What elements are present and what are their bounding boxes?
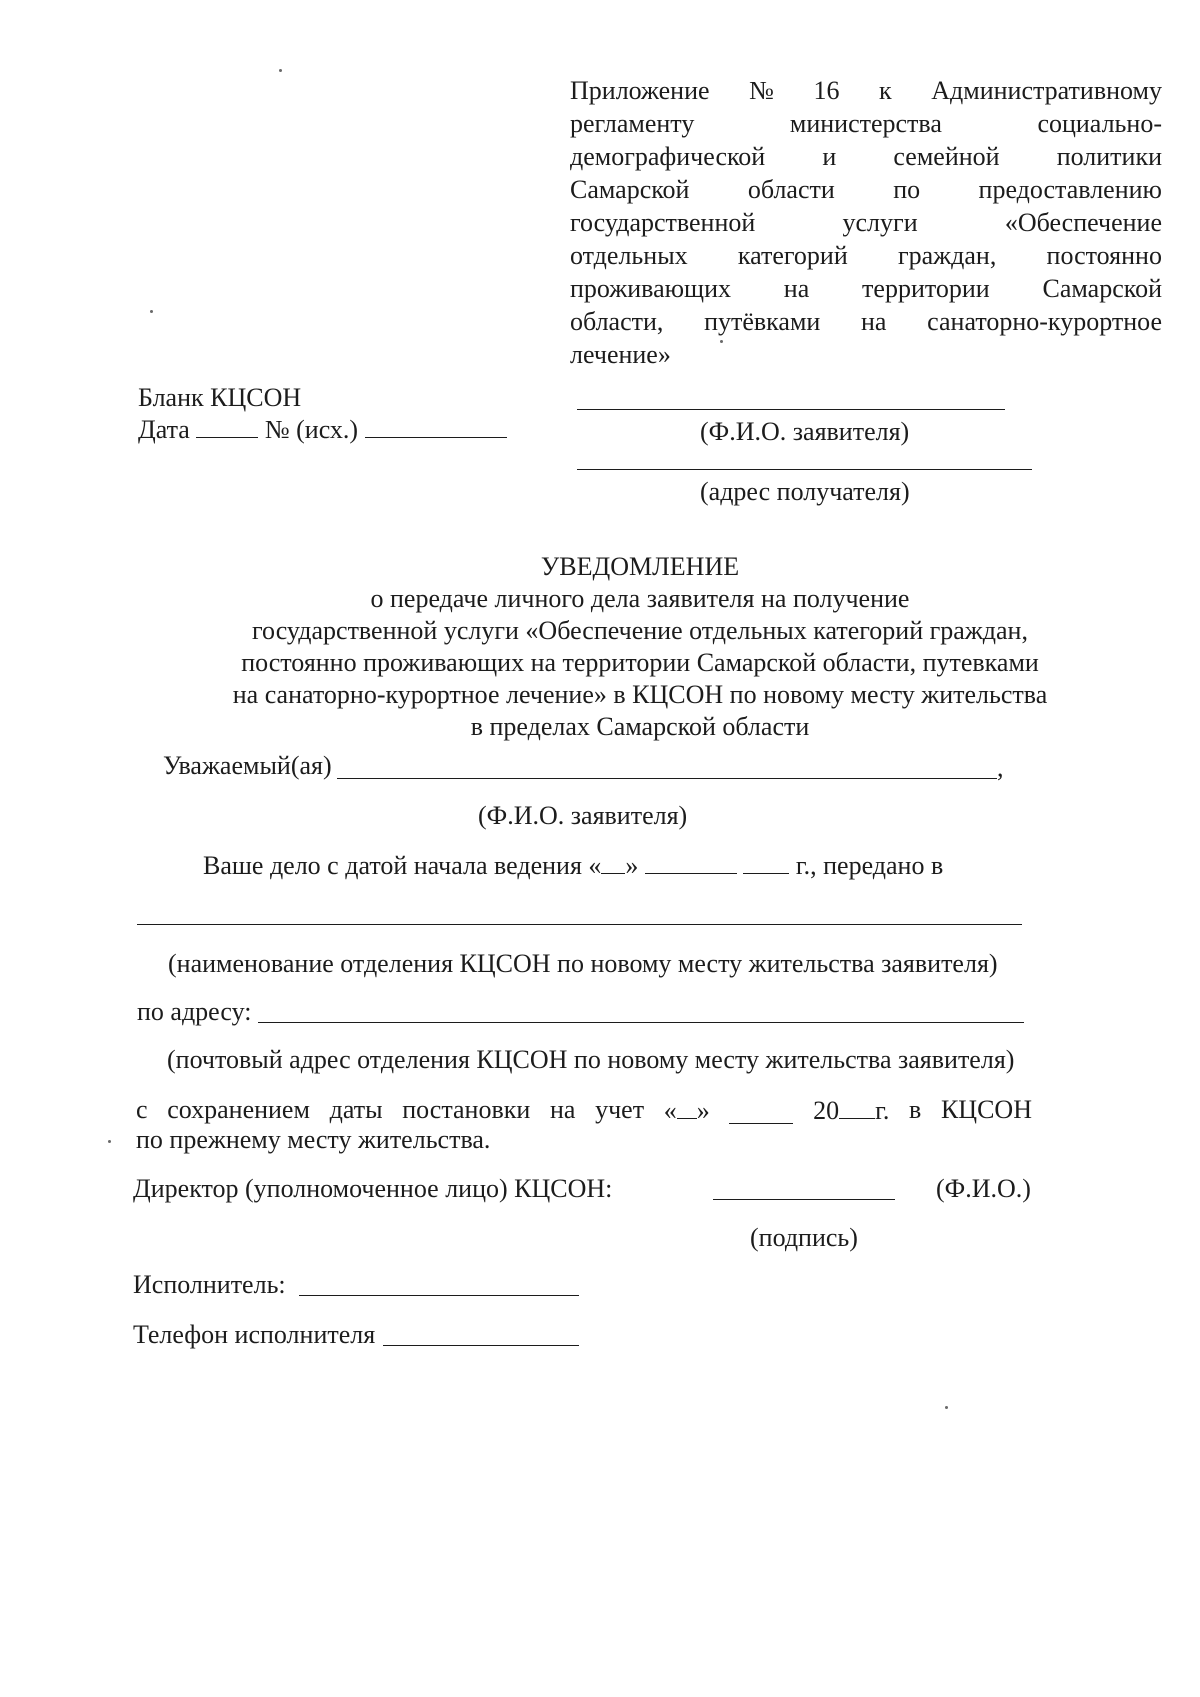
appendix-word: семейной [893, 142, 1000, 171]
scan-speck [108, 1140, 111, 1143]
appendix-line [570, 305, 1162, 338]
case-text-start: Ваше дело с датой начала ведения « [203, 851, 602, 880]
case-transfer-line [203, 849, 943, 882]
retention-org: КЦСОН [940, 1095, 1032, 1124]
appendix-word: предоставлению [978, 175, 1162, 204]
director-signature-field[interactable] [713, 1199, 895, 1200]
salutation-fio-caption: (Ф.И.О. заявителя) [478, 801, 688, 830]
appendix-line [570, 338, 1162, 371]
year-prefix: 20 [813, 1096, 840, 1125]
appendix-word: услуги [842, 208, 918, 237]
director-fio-label: (Ф.И.О.) [936, 1174, 1031, 1203]
outgoing-number-field[interactable] [365, 413, 507, 438]
date-field[interactable] [196, 413, 258, 438]
appendix-word: на [861, 307, 887, 336]
recipient-address-field[interactable] [577, 469, 1032, 470]
department-name-field[interactable] [137, 924, 1022, 925]
appendix-line [570, 107, 1162, 140]
applicant-fio-field[interactable] [577, 409, 1005, 410]
case-quote-close: » [625, 851, 639, 880]
appendix-word: на [783, 274, 810, 303]
appendix-word: и [822, 142, 837, 171]
signature-caption: (подпись) [750, 1223, 858, 1252]
appendix-line [570, 206, 1162, 239]
appendix-line [570, 239, 1162, 272]
retention-word: даты [329, 1095, 383, 1124]
notice-subtitle-line: на санаторно-курортное лечение» в КЦСОН по новому месту жительства [232, 680, 1048, 709]
retention-word: на [549, 1095, 576, 1124]
appendix-word: путёвками [704, 307, 821, 336]
salutation-label: Уважаемый(ая) [163, 751, 332, 780]
appendix-line [570, 272, 1162, 305]
date-label: Дата [138, 415, 190, 444]
notice-title [60, 551, 1200, 743]
year-suffix: г. [875, 1096, 890, 1125]
notice-subtitle-line: в пределах Самарской области [470, 712, 810, 741]
appendix-note [570, 74, 1162, 371]
executor-label: Исполнитель: [133, 1270, 286, 1299]
appendix-word: санаторно-курортное [927, 307, 1162, 336]
appendix-line [570, 173, 1162, 206]
appendix-word: области, [570, 307, 664, 336]
appendix-word: 16 [813, 76, 840, 105]
blank-label: Бланк КЦСОН [138, 383, 302, 412]
retention-in: в [909, 1095, 922, 1124]
salutation-comma: , [997, 753, 1004, 782]
phone-field[interactable] [383, 1345, 579, 1346]
notice-subtitle-line: государственной услуги «Обеспечение отдельных категорий граждан, [252, 616, 1028, 645]
appendix-word: области [747, 175, 835, 204]
recipient-address-caption: (адрес получателя) [700, 477, 910, 506]
retention-word: с [136, 1095, 148, 1124]
case-day-field[interactable] [601, 849, 625, 874]
appendix-line [570, 74, 1162, 107]
retention-month-field[interactable] [729, 1099, 793, 1124]
appendix-word: постоянно [1046, 241, 1162, 270]
retention-line [136, 1094, 1032, 1127]
appendix-word: лечение» [570, 340, 671, 369]
appendix-word: категорий [737, 241, 848, 270]
scan-speck [945, 1406, 948, 1409]
appendix-word: Самарской [1042, 274, 1162, 303]
appendix-word: Самарской [570, 175, 690, 204]
executor-field[interactable] [299, 1295, 579, 1296]
scan-speck [279, 69, 282, 72]
appendix-word: по [893, 175, 921, 204]
retention-year [813, 1094, 889, 1127]
number-label: № (исх.) [264, 415, 359, 444]
applicant-fio-caption: (Ф.И.О. заявителя) [700, 417, 910, 446]
appendix-word: отдельных [570, 241, 688, 270]
case-year-field[interactable] [743, 849, 789, 874]
appendix-word: государственной [570, 208, 756, 237]
appendix-word: политики [1056, 142, 1162, 171]
director-label: Директор (уполномоченное лицо) КЦСОН: [133, 1174, 613, 1203]
appendix-word: «Обеспечение [1004, 208, 1162, 237]
quote-open: « [663, 1096, 677, 1125]
department-caption: (наименование отделения КЦСОН по новому месту жительства заявителя) [168, 949, 998, 978]
retention-line-2: по прежнему месту жительства. [136, 1125, 491, 1154]
retention-word: учет [595, 1095, 645, 1124]
salutation-fio-field[interactable] [337, 778, 997, 779]
appendix-word: регламенту [570, 109, 695, 138]
appendix-word: Приложение [570, 76, 710, 105]
retention-word: постановки [402, 1095, 531, 1124]
date-number-line [138, 413, 507, 446]
phone-label: Телефон исполнителя [133, 1320, 376, 1349]
retention-day [664, 1094, 710, 1127]
retention-word: сохранением [167, 1095, 310, 1124]
appendix-word: граждан, [897, 241, 997, 270]
notice-subtitle [60, 583, 1200, 743]
retention-year-field[interactable] [839, 1094, 875, 1119]
postal-address-field[interactable] [258, 1022, 1024, 1023]
notice-heading: УВЕДОМЛЕНИЕ [540, 552, 740, 581]
notice-subtitle-line: постоянно проживающих на территории Самарской области, путевками [241, 648, 1039, 677]
appendix-word: проживающих [570, 274, 731, 303]
appendix-word: № [749, 76, 774, 105]
appendix-word: демографической [570, 142, 766, 171]
postal-address-caption: (почтовый адрес отделения КЦСОН по новому месту жительства заявителя) [167, 1045, 1015, 1074]
appendix-word: к [879, 76, 892, 105]
appendix-word: Административному [931, 76, 1162, 105]
case-text-end: г., передано в [795, 851, 944, 880]
quote-close: » [696, 1096, 710, 1125]
appendix-word: территории [862, 274, 990, 303]
scan-speck [150, 310, 153, 313]
appendix-word: министерства [789, 109, 942, 138]
retention-day-field[interactable] [677, 1094, 697, 1119]
appendix-line [570, 140, 1162, 173]
case-month-field[interactable] [645, 849, 737, 874]
address-label: по адресу: [137, 997, 252, 1026]
appendix-word: социально- [1037, 109, 1162, 138]
notice-subtitle-line: о передаче личного дела заявителя на получение [370, 584, 910, 613]
